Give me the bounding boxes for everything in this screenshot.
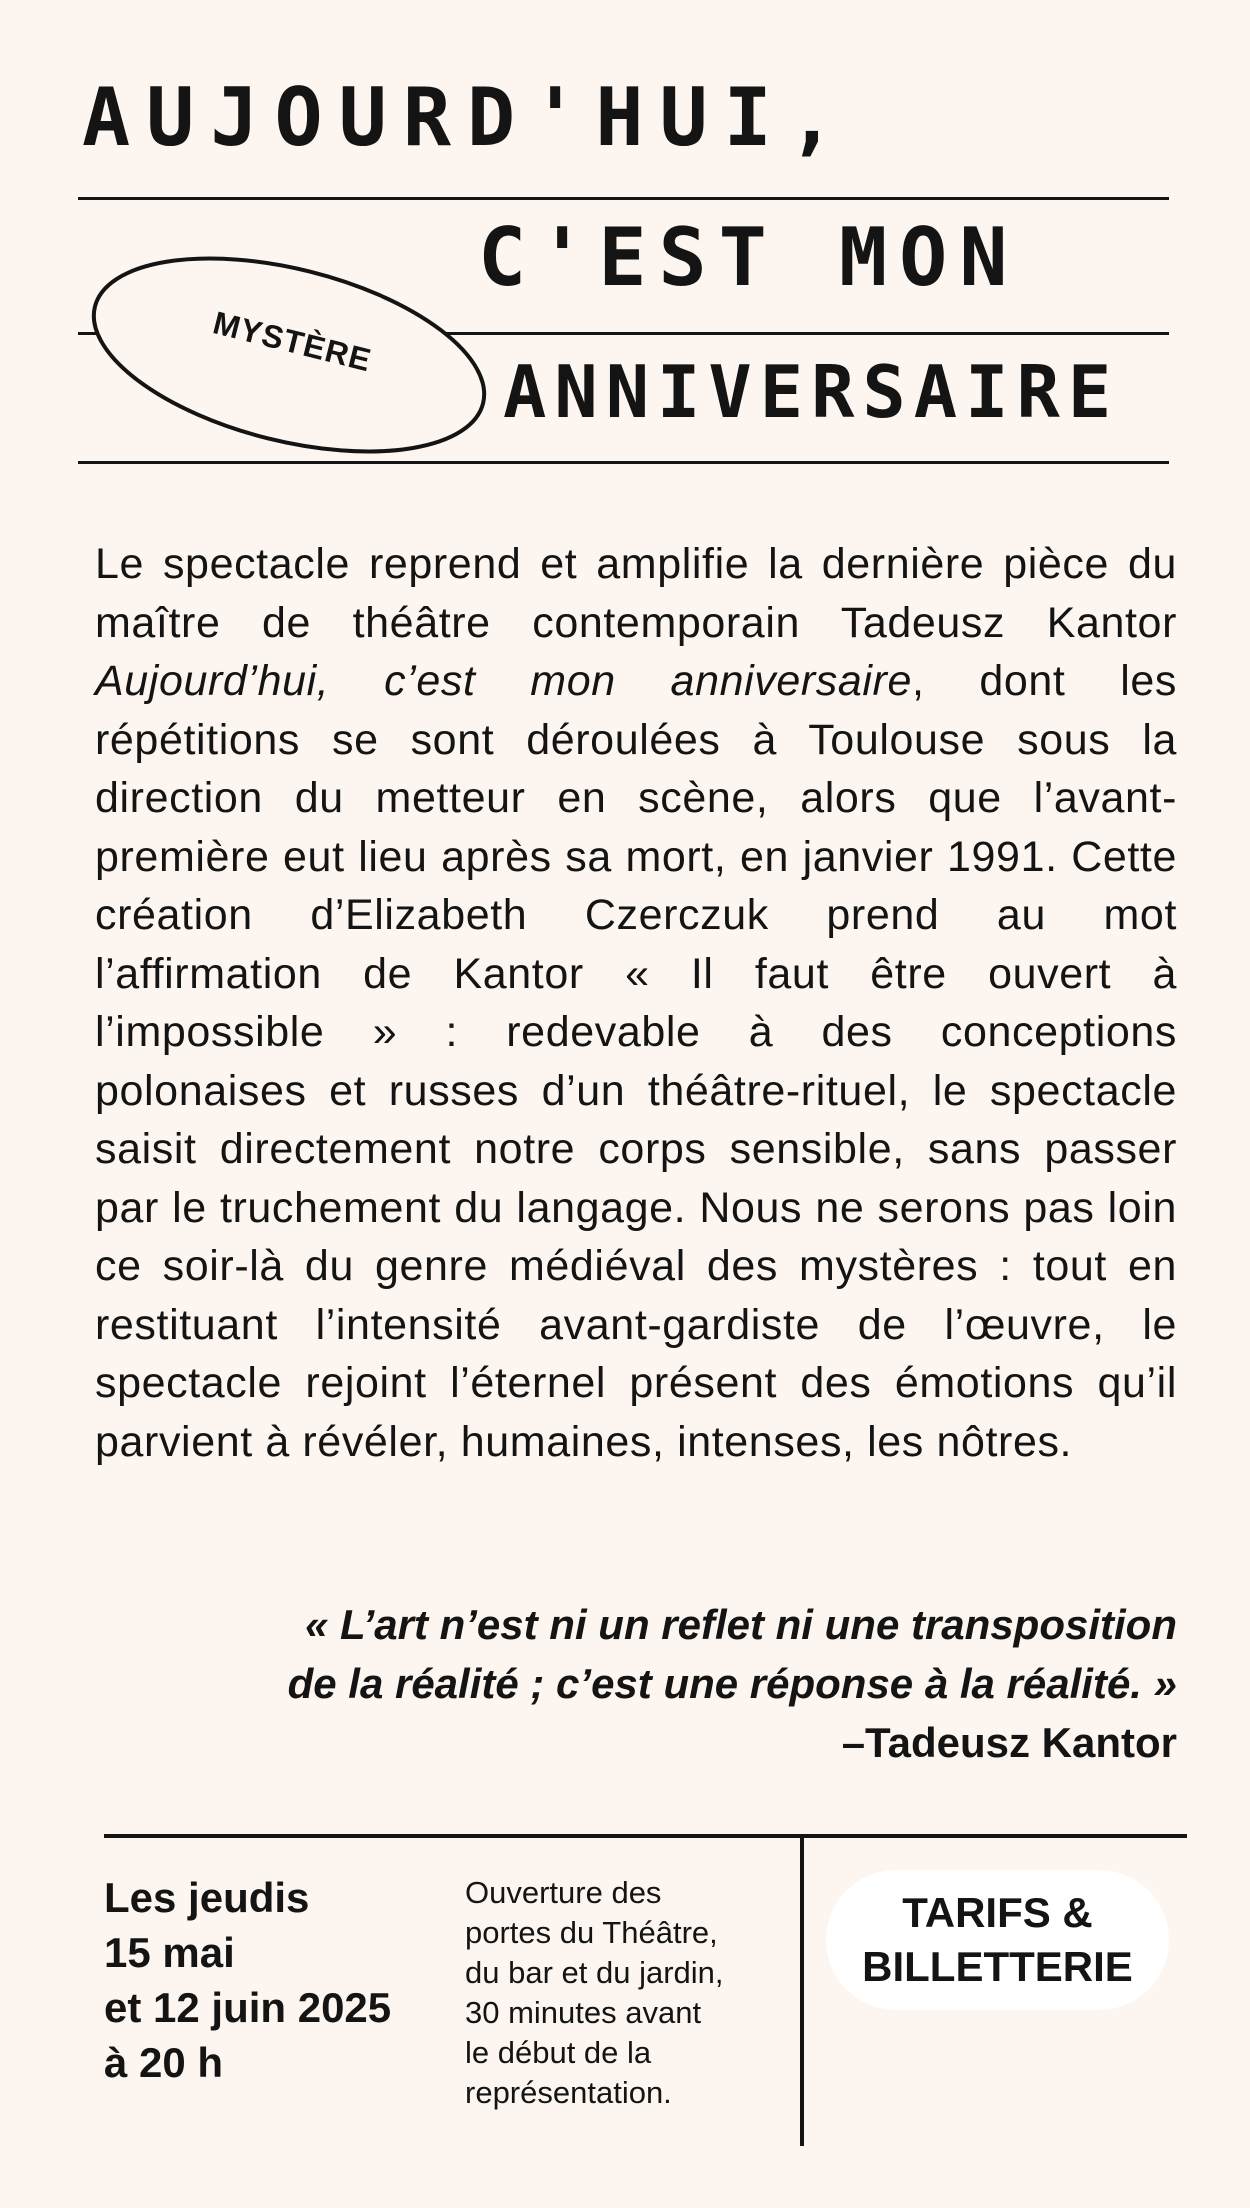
doors-line: représentation.: [465, 2075, 672, 2110]
doors-line: Ouverture des: [465, 1875, 662, 1910]
description-intro: Le spectacle reprend et amplifie la dernière pièce du maître de théâtre contemporain Tadeusz Kantor: [95, 540, 1177, 647]
description-paragraph: [95, 535, 1177, 1471]
doors-line: le début de la: [465, 2035, 652, 2070]
date-line: Les jeudis: [104, 1874, 310, 1921]
date-line: et 12 juin 2025: [104, 1984, 392, 2031]
tickets-button[interactable]: [826, 1870, 1169, 2010]
title-rule-1: [78, 197, 1169, 200]
quote-line-1: « L’art n’est ni un reflet ni une transposition: [305, 1601, 1177, 1648]
title-line-2: C'EST MON: [478, 211, 1020, 304]
tickets-button-line-1: TARIFS &: [902, 1889, 1093, 1936]
date-line: à 20 h: [104, 2039, 224, 2086]
date-line: 15 mai: [104, 1929, 235, 1976]
genre-badge-label: MYSTÈRE: [209, 303, 376, 378]
doors-line: 30 minutes avant: [465, 1995, 702, 2030]
title-line-1: AUJOURD'HUI,: [82, 71, 852, 164]
doors-line: du bar et du jardin,: [465, 1955, 724, 1990]
genre-badge: [82, 245, 496, 465]
title-line-3: ANNIVERSAIRE: [503, 350, 1120, 434]
doors-opening-info: [465, 1873, 785, 2113]
quote-author: –Tadeusz Kantor: [841, 1719, 1177, 1766]
tickets-button-line-2: BILLETTERIE: [862, 1943, 1133, 1990]
footer-divider: [104, 1834, 1187, 1838]
quote-line-2: de la réalité ; c’est une réponse à la réalité. »: [287, 1660, 1177, 1707]
kantor-quote: [177, 1595, 1177, 1772]
description-work-title: Aujourd’hui, c’est mon anniversaire: [95, 657, 912, 705]
doors-line: portes du Théâtre,: [465, 1915, 718, 1950]
description-rest: , dont les répétitions se sont déroulées à Toulouse sous la direction du metteur en scène, alors que l’avant-première eut lieu après sa mort, en janvier 1991. Cette création d’Elizabeth Czerczuk prend au mot l’affirmation de Kantor « Il faut être ouvert à l’impossible » : redevable à des conceptions polonaises et russes d’un théâtre-rituel, le spectacle saisit directement notre corps sensible, sans passer par le truchement du langage. Nous ne serons pas loin ce soir-là du genre médiéval des mystères : tout en restituant l’intensité avant-gardiste de l’œuvre, le spectacle rejoint l’éternel présent des émotions qu’il parvient à révéler, humaines, intenses, les nôtres.: [95, 657, 1178, 1466]
performance-dates: [104, 1870, 391, 2090]
footer-vertical-divider: [800, 1834, 804, 2146]
